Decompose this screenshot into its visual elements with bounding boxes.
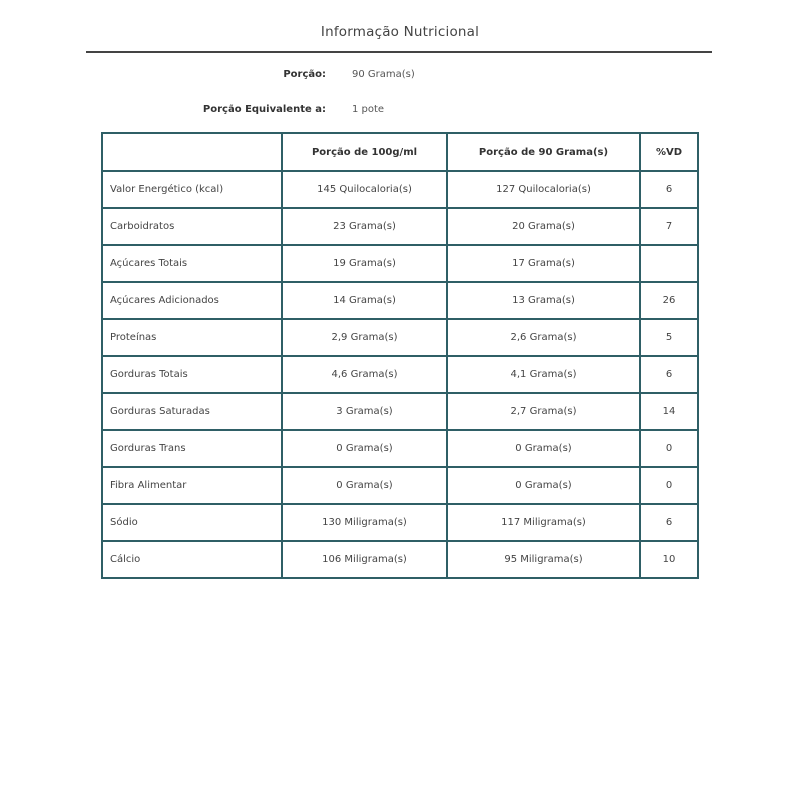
table-row <box>102 282 698 319</box>
value-vd: 0 <box>640 467 698 504</box>
header-vd: %VD <box>640 133 698 171</box>
value-per-100: 14 Grama(s) <box>282 282 447 319</box>
page-title: Informação Nutricional <box>320 24 480 40</box>
value-vd: 0 <box>640 430 698 467</box>
header-per-100: Porção de 100g/ml <box>282 133 447 171</box>
value-per-100: 0 Grama(s) <box>282 467 447 504</box>
table-row <box>102 208 698 245</box>
value-per-serving: 127 Quilocaloria(s) <box>447 171 640 208</box>
title-divider <box>86 51 712 53</box>
nutrient-name: Proteínas <box>102 319 282 356</box>
value-per-serving: 2,6 Grama(s) <box>447 319 640 356</box>
equivalent-label: Porção Equivalente a: <box>202 104 326 115</box>
value-vd <box>640 245 698 282</box>
value-per-100: 145 Quilocaloria(s) <box>282 171 447 208</box>
value-per-100: 130 Miligrama(s) <box>282 504 447 541</box>
table-row <box>102 504 698 541</box>
table-row <box>102 393 698 430</box>
nutrient-name: Gorduras Totais <box>102 356 282 393</box>
nutrition-table <box>101 132 699 579</box>
value-per-serving: 0 Grama(s) <box>447 430 640 467</box>
nutrient-name: Sódio <box>102 504 282 541</box>
table-row <box>102 245 698 282</box>
table-row <box>102 356 698 393</box>
serving-label: Porção: <box>283 69 326 80</box>
value-per-100: 3 Grama(s) <box>282 393 447 430</box>
nutrient-name: Açúcares Totais <box>102 245 282 282</box>
value-per-100: 4,6 Grama(s) <box>282 356 447 393</box>
nutrient-name: Gorduras Trans <box>102 430 282 467</box>
value-per-serving: 4,1 Grama(s) <box>447 356 640 393</box>
table-row <box>102 467 698 504</box>
value-per-serving: 20 Grama(s) <box>447 208 640 245</box>
nutrient-name: Valor Energético (kcal) <box>102 171 282 208</box>
value-per-100: 19 Grama(s) <box>282 245 447 282</box>
nutrient-name: Cálcio <box>102 541 282 578</box>
value-vd: 6 <box>640 171 698 208</box>
header-per-serving: Porção de 90 Grama(s) <box>447 133 640 171</box>
value-per-100: 0 Grama(s) <box>282 430 447 467</box>
value-per-serving: 13 Grama(s) <box>447 282 640 319</box>
value-per-100: 23 Grama(s) <box>282 208 447 245</box>
value-vd: 10 <box>640 541 698 578</box>
equivalent-value: 1 pote <box>352 104 385 115</box>
value-vd: 26 <box>640 282 698 319</box>
value-per-serving: 2,7 Grama(s) <box>447 393 640 430</box>
value-per-100: 2,9 Grama(s) <box>282 319 447 356</box>
value-per-serving: 95 Miligrama(s) <box>447 541 640 578</box>
value-vd: 5 <box>640 319 698 356</box>
table-row <box>102 541 698 578</box>
value-per-100: 106 Miligrama(s) <box>282 541 447 578</box>
table-header-row <box>102 133 698 171</box>
value-vd: 6 <box>640 356 698 393</box>
value-per-serving: 17 Grama(s) <box>447 245 640 282</box>
table-row <box>102 171 698 208</box>
value-vd: 7 <box>640 208 698 245</box>
table-row <box>102 430 698 467</box>
value-vd: 6 <box>640 504 698 541</box>
serving-value: 90 Grama(s) <box>352 69 415 80</box>
value-per-serving: 0 Grama(s) <box>447 467 640 504</box>
value-per-serving: 117 Miligrama(s) <box>447 504 640 541</box>
table-row <box>102 319 698 356</box>
nutrient-name: Fibra Alimentar <box>102 467 282 504</box>
nutrient-name: Gorduras Saturadas <box>102 393 282 430</box>
value-vd: 14 <box>640 393 698 430</box>
nutrient-name: Carboidratos <box>102 208 282 245</box>
nutrient-name: Açúcares Adicionados <box>102 282 282 319</box>
header-nutrient <box>102 133 282 171</box>
